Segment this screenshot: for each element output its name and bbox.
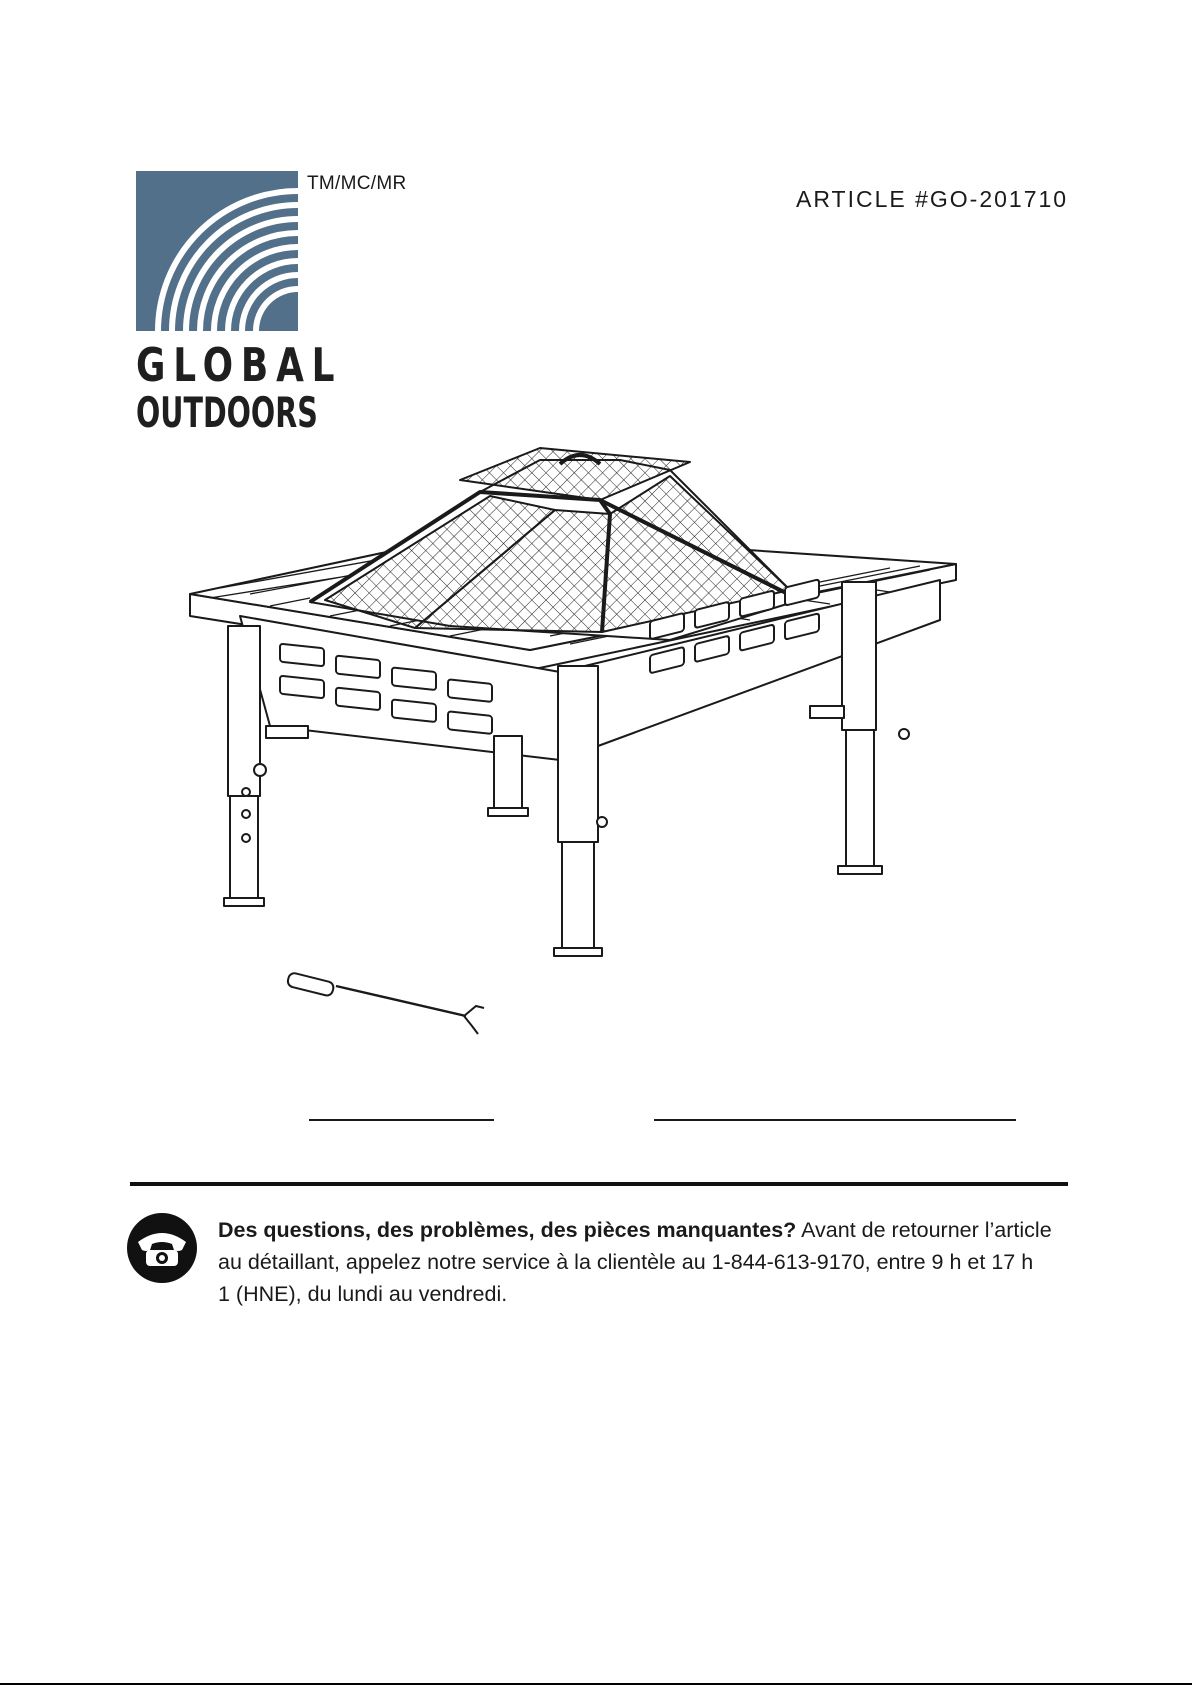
logo-mark — [136, 171, 298, 331]
poker-tool-icon — [286, 966, 506, 1036]
article-number: ARTICLE #GO-201710 — [796, 186, 1069, 212]
trademark-text: TM/MC/MR — [307, 173, 407, 194]
brand-name-line2: OUTDOORS — [136, 388, 318, 437]
customer-service-notice — [218, 1214, 1190, 1310]
fire-pit-illustration — [150, 430, 970, 1055]
section-divider — [130, 1182, 1068, 1186]
brand-name-line1: GLOBAL — [136, 338, 343, 392]
notice-line2: au détaillant, appelez notre service à la clientèle au 1-844-613-9170, entre 9 h et 17 h — [218, 1250, 1034, 1274]
notice-line1: Avant de retourner l’article — [796, 1218, 1052, 1242]
notice-heading: Des questions, des problèmes, des pièces manquantes? — [218, 1218, 797, 1242]
notice-line3: 1 (HNE), du lundi au vendredi. — [218, 1282, 508, 1306]
blank-line-2 — [654, 1119, 1016, 1121]
blank-line-1 — [309, 1119, 494, 1121]
telephone-icon — [126, 1212, 198, 1284]
